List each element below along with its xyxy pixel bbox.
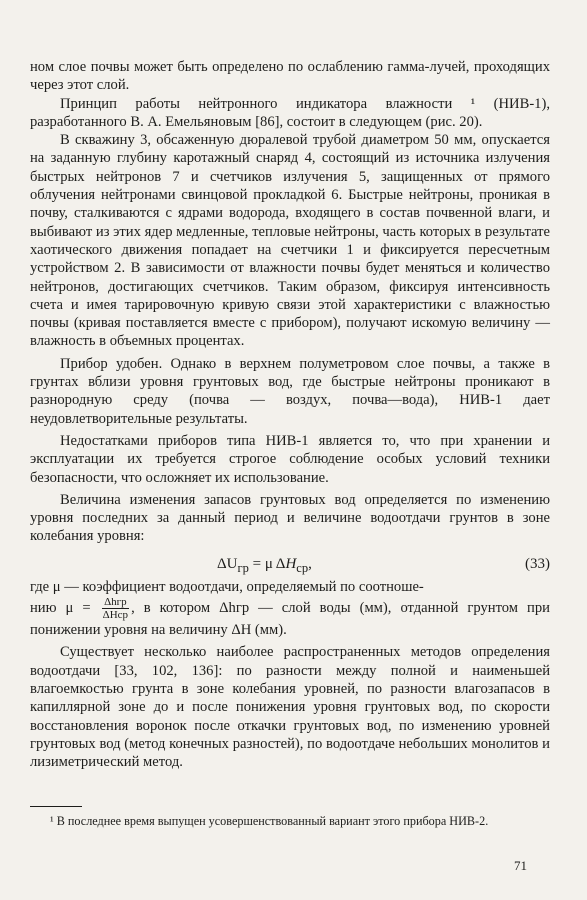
paragraph-advantages: Прибор удобен. Однако в верхнем полуметровом слое почвы, а также в грунтах вблизи уровня грунтовых вод, где быстрые нейтроны проникают в разнородную среду (почва — воздух, почва—вода), НИВ-1 дает неудовлетворительные результаты. <box>30 355 550 427</box>
formula-explanation-line1: где μ — коэффициент водоотдачи, определяемый по соотноше- <box>30 578 424 595</box>
formula-number: (33) <box>525 555 550 572</box>
paragraph-methods: Существует несколько наиболее распространенных методов определения водоотдачи [33, 102, 136]: по разности между полной и наименьшей влагоемкостью грунта в зоне колебания уровней, по разности влагозапасов в капиллярной зоне до и после понижения уровня грунтовых вод, по скорости восстановления воронок после откачки грунтовых вод, по изменению уровней грунтовых вод (метод конечных разностей), по водоотдаче небольших монолитов и лизиметрический метод. <box>30 644 550 771</box>
page-number: 71 <box>514 858 527 873</box>
paragraph-niv-principle: Принцип работы нейтронного индикатора влажности ¹ (НИВ-1), разработанного В. А. Емельяновым [86], состоит в следующем (рис. 20). <box>30 95 550 130</box>
fraction: $\frac{\text{Δhгр}}{\text{ΔHср}}$ <box>102 596 129 622</box>
paragraph-continuation: ном слое почвы может быть определено по ослаблению гамма-лучей, проходящих через этот слой. <box>30 59 550 94</box>
paragraph-disadvantages: Недостатками приборов типа НИВ-1 является то, что при хранении и эксплуатации их требуется строгое соблюдение особых условий техники безопасности, что осложняет их использование. <box>30 432 550 486</box>
footnote-divider <box>30 806 82 807</box>
body-text <box>30 58 550 771</box>
paragraph-niv-description: В скважину 3, обсаженную дюралевой трубой диаметром 50 мм, опускается на заданную глубину каротажный снаряд 4, состоящий из источника излучения быстрых нейтронов 7 и счетчиков излучения 5, защищенных от прямого облучения нейтронами свинцовой прокладкой 6. Быстрые нейтроны, проникая в почву, сталкиваются с ядрами водорода, входящего в состав почвенной влаги, и выбивают из этих ядер медленные, тепловые нейтроны, часть которых в результате хаотического движения попадает на счетчики 1 и фиксируется пересчетным устройством 2. В зависимости от влажности почвы будет меняться и количество нейтронов, достигающих счетчиков. Таким образом, фиксируя интенсивность счета и имея тарировочную кривую связи этой характеристики с влажностью почвы (кривая поставляется вместе с прибором), получают искомую величину — влажность в объемных процентах. <box>30 132 550 350</box>
formula-33 <box>30 550 550 578</box>
footnote: ¹ В последнее время выпущен усовершенствованный вариант этого прибора НИВ-2. <box>50 814 489 828</box>
formula-expression: $\Delta U_{гр} = \mu$ $\Delta H_{ср}$, <box>217 555 312 575</box>
formula-explanation: нию μ = $\frac{\text{Δhгр}}{\text{ΔHср}}$ , в котором Δhгр — слой воды (мм), отданной грунтом при понижении уровня на величину ΔH (мм). <box>30 596 550 639</box>
paragraph-groundwater: Величина изменения запасов грунтовых вод определяется по изменению уровня последних за данный период и величине водоотдачи грунтов в зоне колебания уровня: <box>30 491 550 545</box>
